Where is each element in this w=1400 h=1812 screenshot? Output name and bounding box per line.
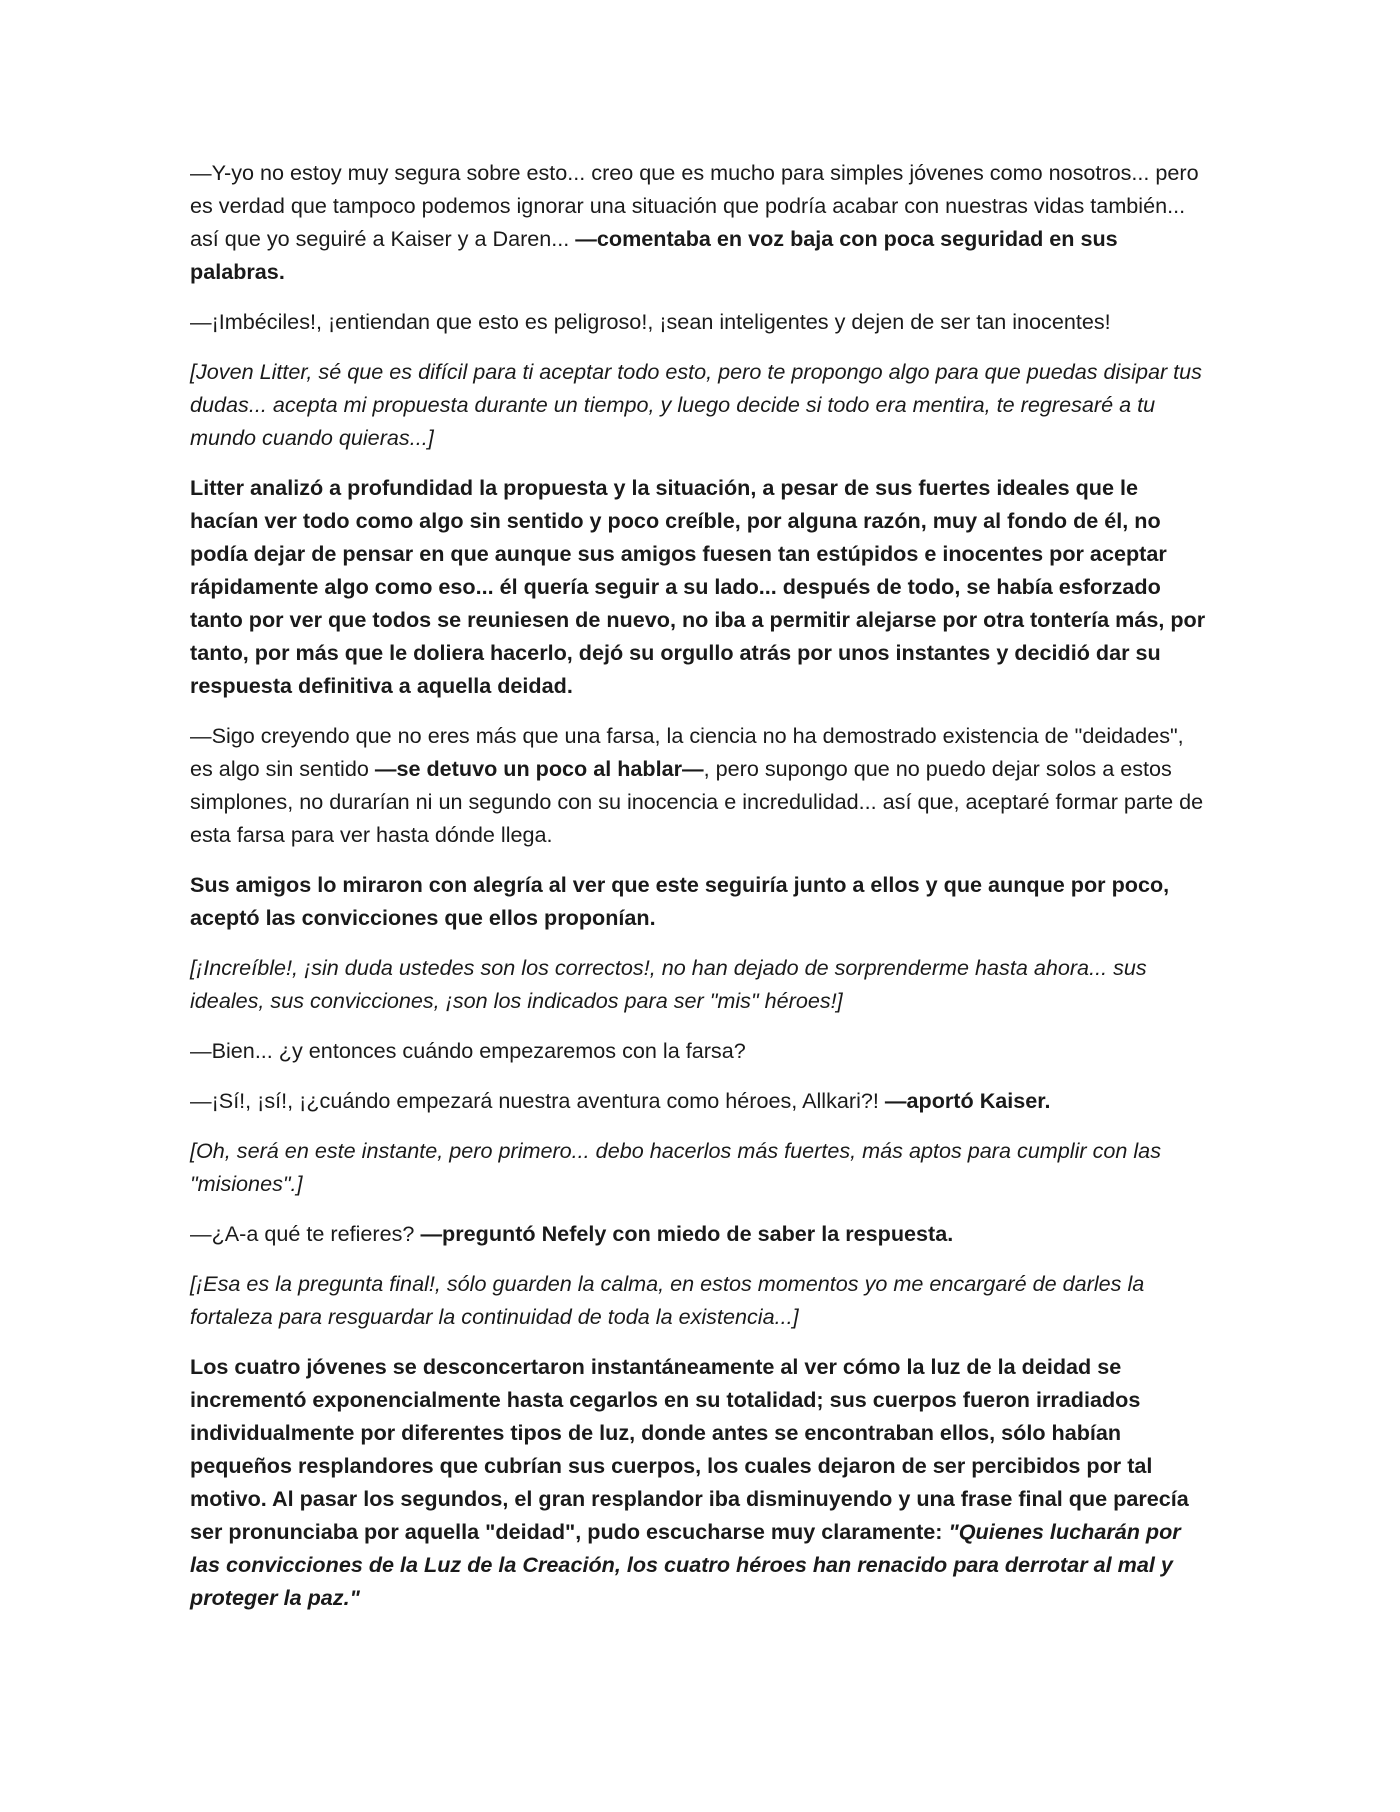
paragraph-13 [190,1350,1210,1614]
paragraph-9 [190,1084,1210,1117]
dialogue-text: —¿A-a qué te refieres? [190,1221,421,1246]
narration-text: —comentaba en voz baja con poca seguridad en sus palabras. [190,226,1118,284]
paragraph-12 [190,1267,1210,1333]
paragraph-6 [190,868,1210,934]
narration-text: Litter analizó a profundidad la propuesta y la situación, a pesar de sus fuertes ideales que le hacían ver todo como algo sin sentido y poco creíble, por alguna razón, muy al fondo de él, no podía dejar de pensar en que aunque sus amigos fuesen tan estúpidos e inocentes por aceptar rápidamente algo como eso... él quería seguir a su lado... después de todo, se había esforzado tanto por ver que todos se reuniesen de nuevo, no iba a permitir alejarse por otra tontería más, por tanto, por más que le doliera hacerlo, dejó su orgullo atrás por unos instantes y decidió dar su respuesta definitiva a aquella deidad. [190,475,1206,698]
document-page [190,156,1210,1631]
narration-text: —se detuvo un poco al hablar— [374,756,704,781]
paragraph-10 [190,1134,1210,1200]
paragraph-2 [190,305,1210,338]
paragraph-3 [190,355,1210,454]
dialogue-text: —¡Sí!, ¡sí!, ¡¿cuándo empezará nuestra aventura como héroes, Allkari?! [190,1088,885,1113]
dialogue-text: —¡Imbéciles!, ¡entiendan que esto es peligroso!, ¡sean inteligentes y dejen de ser tan inocentes! [190,309,1111,334]
quoted-phrase-text: "Quienes lucharán por las convicciones de la Luz de la Creación, los cuatro héroes han renacido para derrotar al mal y proteger la paz." [190,1519,1181,1610]
narration-text: —preguntó Nefely con miedo de saber la respuesta. [420,1221,954,1246]
narration-text: —aportó Kaiser. [884,1088,1051,1113]
deity-speech-text: [Oh, será en este instante, pero primero... debo hacerlos más fuertes, más aptos para cumplir con las "misiones".] [190,1138,1161,1196]
dialogue-text: —Y-yo no estoy muy segura sobre esto... creo que es mucho para simples jóvenes como nosotros... pero es verdad que tampoco podemos ignorar una situación que podría acabar con nuestras vidas también... así que yo seguiré a Kaiser y a Daren... [190,160,1199,251]
paragraph-7 [190,951,1210,1017]
paragraph-11 [190,1217,1210,1250]
paragraph-8 [190,1034,1210,1067]
deity-speech-text: [Joven Litter, sé que es difícil para ti aceptar todo esto, pero te propongo algo para que puedas disipar tus dudas... acepta mi propuesta durante un tiempo, y luego decide si todo era mentira, te regresaré a tu mundo cuando quieras...] [190,359,1202,450]
dialogue-text: —Sigo creyendo que no eres más que una farsa, la ciencia no ha demostrado existencia de "deidades", es algo sin sentido [190,723,1184,781]
deity-speech-text: [¡Esa es la pregunta final!, sólo guarden la calma, en estos momentos yo me encargaré de darles la fortaleza para resguardar la continuidad de toda la existencia...] [190,1271,1145,1329]
paragraph-1 [190,156,1210,288]
paragraph-5 [190,719,1210,851]
paragraph-4 [190,471,1210,702]
narration-text: Los cuatro jóvenes se desconcertaron instantáneamente al ver cómo la luz de la deidad se incrementó exponencialmente hasta cegarlos en su totalidad; sus cuerpos fueron irradiados individualmente por diferentes tipos de luz, donde antes se encontraban ellos, sólo habían pequeños resplandores que cubrían sus cuerpos, los cuales dejaron de ser percibidos por tal motivo. Al pasar los segundos, el gran resplandor iba disminuyendo y una frase final que parecía ser pronunciaba por aquella "deidad", pudo escucharse muy claramente: [190,1354,1189,1544]
dialogue-text: —Bien... ¿y entonces cuándo empezaremos con la farsa? [190,1038,746,1063]
narration-text: Sus amigos lo miraron con alegría al ver que este seguiría junto a ellos y que aunque por poco, aceptó las convicciones que ellos proponían. [190,872,1170,930]
dialogue-text: , pero supongo que no puedo dejar solos a estos simplones, no durarían ni un segundo con su inocencia e incredulidad... así que, aceptaré formar parte de esta farsa para ver hasta dónde llega. [190,756,1204,847]
deity-speech-text: [¡Increíble!, ¡sin duda ustedes son los correctos!, no han dejado de sorprenderme hasta ahora... sus ideales, sus convicciones, ¡son los indicados para ser "mis" héroes!] [190,955,1147,1013]
